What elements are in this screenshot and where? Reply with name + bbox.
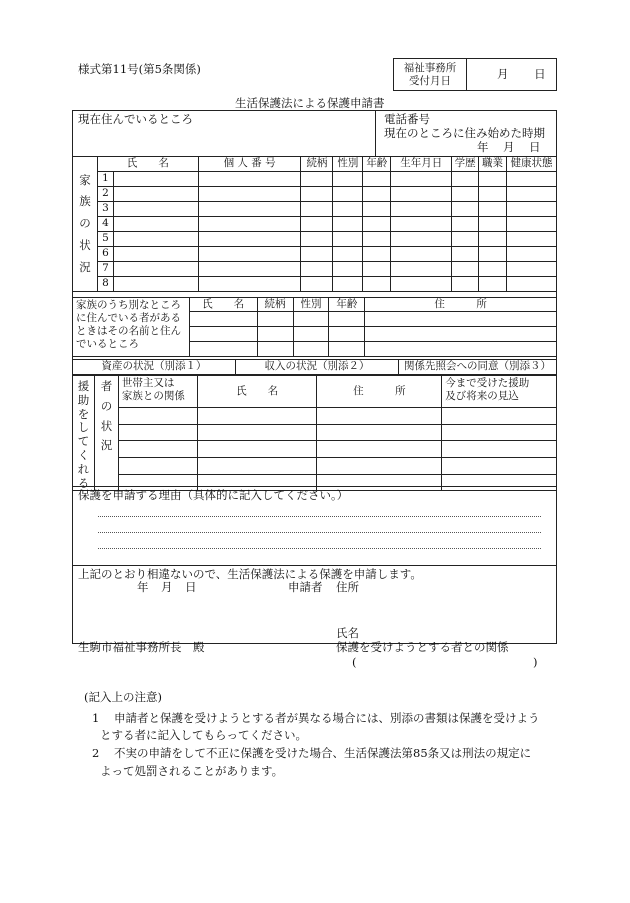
row-number: 6 — [97, 247, 113, 262]
relation-label: 保護を受けようとする者との関係 — [336, 640, 509, 654]
relation-paren-close: ) — [533, 655, 538, 669]
note-1-line-2: とする者に記入してもらってください。 — [100, 728, 307, 742]
col-name: 氏 名 — [97, 157, 198, 172]
current-address-label: 現在住んでいるところ — [78, 112, 193, 126]
table-row[interactable] — [73, 408, 557, 425]
support-side-label-a: 援 助 を し て く れ る — [73, 376, 95, 491]
sep-col-age: 年齢 — [329, 298, 365, 312]
consent-attachment[interactable]: 関係先照会への同意（別添３） — [399, 360, 557, 375]
form-title: 生活保護法による保護申請書 — [235, 96, 385, 110]
table-row[interactable] — [73, 247, 557, 262]
sep-col-address: 住 所 — [365, 298, 557, 312]
table-row[interactable] — [73, 232, 557, 247]
row-number: 4 — [97, 217, 113, 232]
family-table — [72, 156, 557, 292]
row-number: 3 — [97, 202, 113, 217]
row-number: 2 — [97, 187, 113, 202]
row-number: 7 — [97, 262, 113, 277]
family-header-row — [73, 157, 557, 172]
sep-col-sex: 性別 — [293, 298, 329, 312]
table-row[interactable] — [73, 172, 557, 187]
note-2-number: 2 — [92, 746, 100, 760]
table-row[interactable] — [73, 441, 557, 458]
row-number: 8 — [97, 277, 113, 292]
reason-line-2[interactable] — [98, 532, 541, 533]
applicant-address-label: 住所 — [336, 580, 359, 594]
reason-line-3[interactable] — [98, 548, 541, 549]
reception-box — [393, 58, 557, 91]
col-support-history: 今まで受けた援助 及び将来の見込 — [442, 376, 557, 408]
separated-family-label: 家族のうち別なところ に住んでいる者がある ときはその名前と住ん でいるところ — [73, 298, 190, 357]
decl-year: 年 — [137, 580, 149, 594]
residence-since-label: 現在のところに住み始めた時期 — [384, 126, 545, 140]
sep-col-relationship: 続柄 — [257, 298, 293, 312]
form-number: 様式第11号(第5条関係) — [78, 62, 201, 76]
col-age: 年齢 — [363, 157, 391, 172]
col-occupation: 職業 — [479, 157, 507, 172]
since-month: 月 — [503, 140, 515, 154]
decl-day: 日 — [185, 580, 197, 594]
reason-label: 保護を申請する理由（具体的に記入してください。） — [78, 488, 349, 502]
month-label: 月 — [497, 67, 509, 81]
assets-attachment[interactable]: 資産の状況（別添１） — [73, 360, 236, 375]
note-1-line-1: 申請者と保護を受けようとする者が異なる場合には、別添の書類は保護を受けよう — [114, 711, 540, 725]
since-day: 日 — [529, 140, 541, 154]
row-number: 5 — [97, 232, 113, 247]
col-birthdate: 生年月日 — [391, 157, 452, 172]
col-personal-number: 個 人 番 号 — [198, 157, 301, 172]
office-label: 福祉事務所 — [403, 62, 457, 74]
col-sex: 性別 — [333, 157, 363, 172]
applicant-name-label: 氏名 — [336, 626, 359, 640]
note-2-line-1: 不実の申請をして不正に保護を受けた場合、生活保護法第85条又は刑法の規定に — [114, 746, 532, 760]
separated-family-table — [72, 297, 557, 357]
notes-heading: (記入上の注意) — [84, 690, 162, 704]
table-row[interactable] — [73, 424, 557, 441]
attachments-row — [72, 359, 557, 375]
addressee: 生駒市福祉事務所長 殿 — [78, 640, 205, 654]
day-label: 日 — [534, 67, 546, 81]
table-row[interactable] — [73, 458, 557, 475]
col-relationship: 続柄 — [301, 157, 333, 172]
support-side-label-b: 者 の 状 況 — [94, 376, 118, 491]
sep-col-name: 氏 名 — [189, 298, 257, 312]
table-row[interactable] — [73, 262, 557, 277]
reason-section[interactable] — [72, 486, 557, 565]
applicant-label: 申請者 — [288, 580, 323, 594]
relation-paren-open: ( — [352, 655, 357, 669]
col-support-address: 住 所 — [317, 376, 442, 408]
table-row[interactable] — [73, 187, 557, 202]
income-attachment[interactable]: 収入の状況（別添２） — [236, 360, 399, 375]
table-row[interactable] — [73, 202, 557, 217]
reason-line-1[interactable] — [98, 516, 541, 517]
table-row[interactable] — [73, 277, 557, 292]
support-table — [72, 375, 557, 491]
phone-label: 電話番号 — [384, 112, 430, 126]
table-row[interactable] — [73, 217, 557, 232]
col-relation-to-head: 世帯主又は 家族との関係 — [118, 376, 197, 408]
reception-date-field[interactable] — [467, 59, 557, 91]
current-address-field[interactable] — [72, 110, 376, 156]
row-number: 1 — [97, 172, 113, 187]
since-year: 年 — [477, 140, 489, 154]
col-education: 学歴 — [452, 157, 479, 172]
declaration-text: 上記のとおり相違ないので、生活保護法による保護を申請します。 — [78, 567, 422, 581]
reception-date-label: 受付月日 — [409, 75, 451, 87]
family-side-label: 家 族 の 状 況 — [73, 157, 98, 292]
decl-month: 月 — [161, 580, 173, 594]
note-2-line-2: よって処罰されることがあります。 — [100, 764, 284, 778]
col-support-name: 氏 名 — [197, 376, 317, 408]
note-1-number: 1 — [92, 711, 100, 725]
col-health: 健康状態 — [507, 157, 557, 172]
